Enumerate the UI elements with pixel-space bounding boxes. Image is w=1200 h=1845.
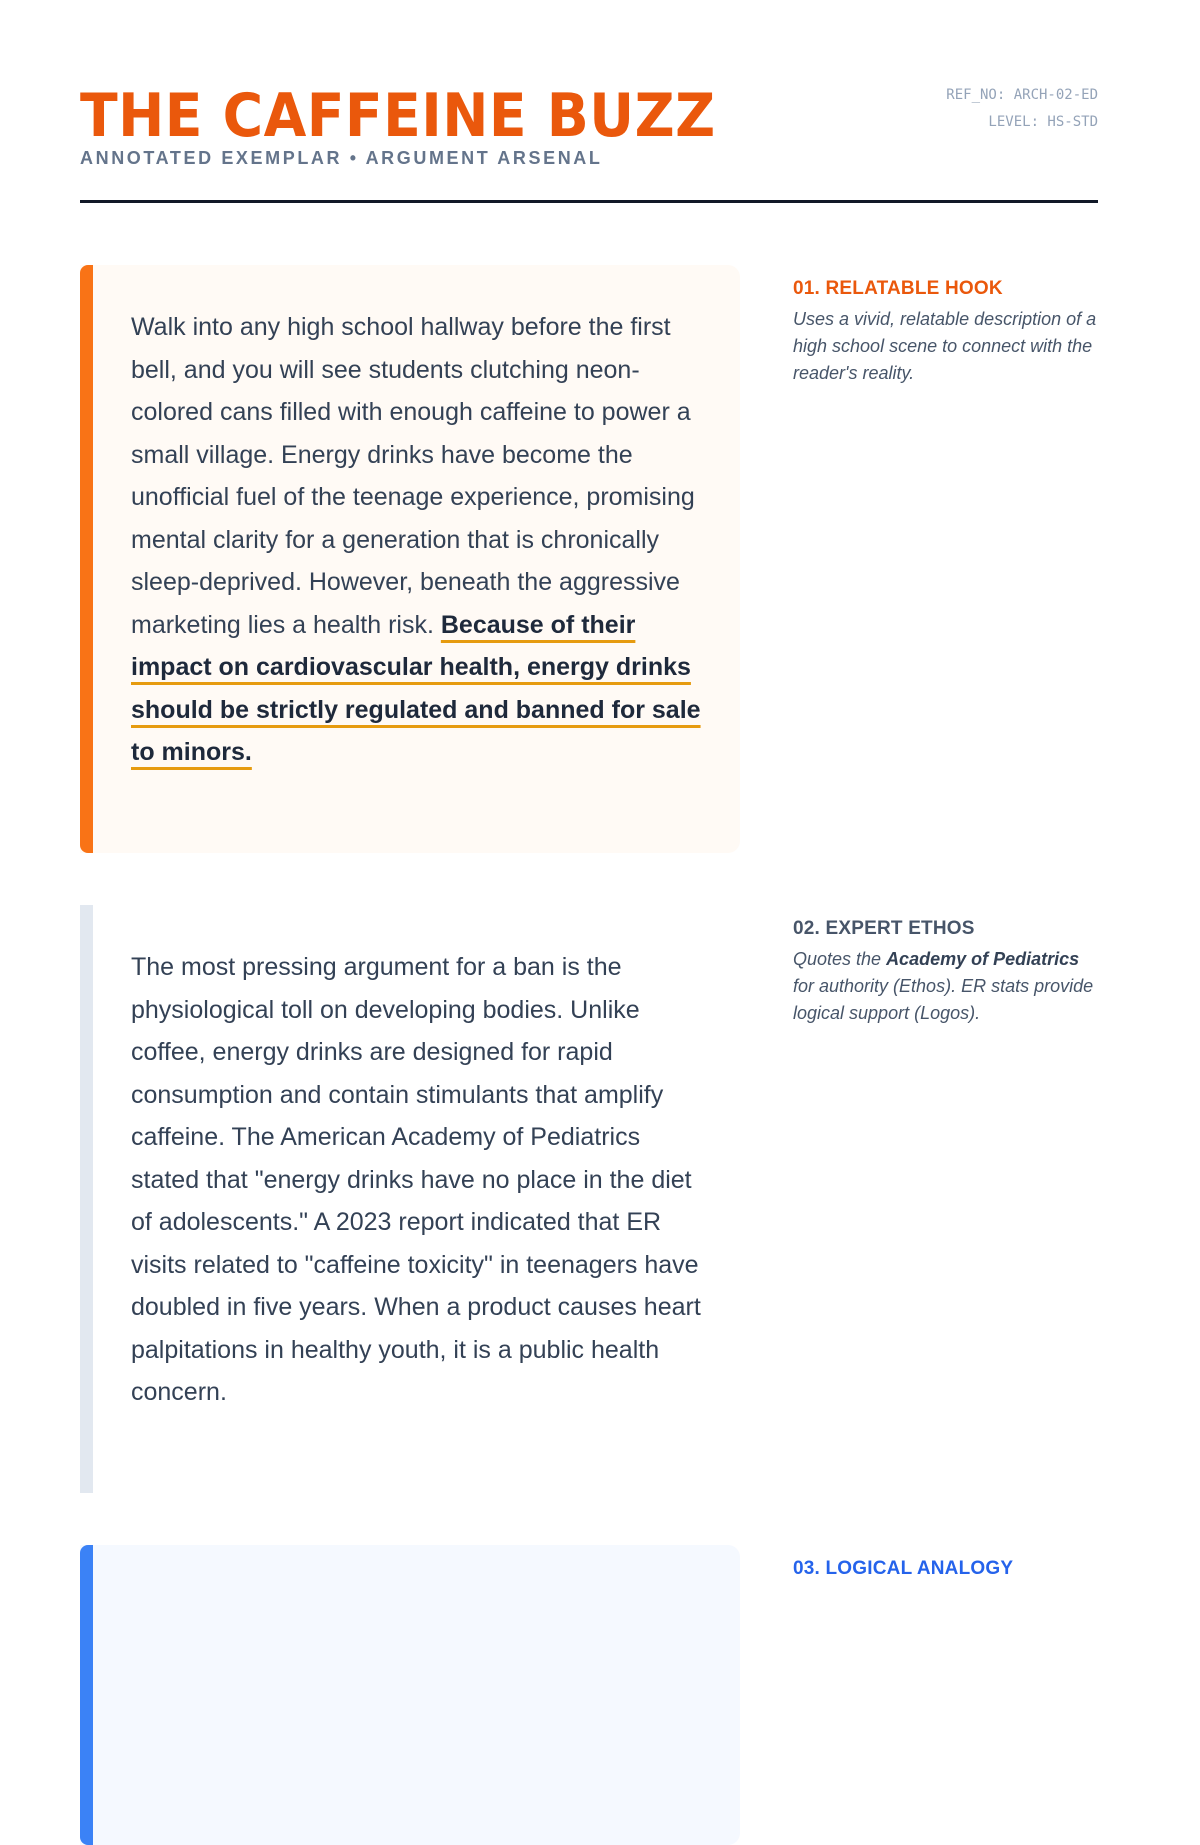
annotation-body bbox=[793, 946, 1103, 1027]
page-subtitle: ANNOTATED EXEMPLAR • ARGUMENT ARSENAL bbox=[80, 148, 603, 168]
annotation-hook bbox=[793, 278, 1103, 387]
section-hook bbox=[80, 265, 740, 853]
page-header bbox=[80, 80, 1098, 203]
section-accent-bar bbox=[80, 265, 93, 853]
paragraph-text: Walk into any high school hallway before the first bell, and you will see students clutching neon-colored cans filled with enough caffeine to power a small village. Energy drinks have become the unofficial fuel of the teenage experience, promising mental clarity for a generation that is chronically sleep-deprived. However, beneath the aggressive marketing lies a health risk. bbox=[131, 313, 695, 639]
section-ethos bbox=[80, 905, 740, 1493]
section-analogy bbox=[80, 1545, 740, 1845]
section-paragraph bbox=[131, 306, 711, 774]
annotation-analogy bbox=[793, 1558, 1103, 1580]
annotation-title: 03. LOGICAL ANALOGY bbox=[793, 1558, 1014, 1579]
section-accent-bar bbox=[80, 1545, 93, 1845]
section-accent-bar bbox=[80, 905, 93, 1493]
section-paragraph: The most pressing argument for a ban is the physiological toll on developing bodies. Unlike coffee, energy drinks are designed for rapid consumption and contain stimulants that amplify caffeine. The American Academy of Pediatrics stated that "energy drinks have no place in the diet of adolescents." A 2023 report indicated that ER visits related to "caffeine toxicity" in teenagers have doubled in five years. When a product causes heart palpitations in healthy youth, it is a public health concern. bbox=[131, 953, 701, 1406]
annotation-ethos bbox=[793, 918, 1103, 1027]
annotation-title: 02. EXPERT ETHOS bbox=[793, 918, 975, 939]
level: LEVEL: HS-STD bbox=[988, 114, 1098, 130]
annotation-body: Uses a vivid, relatable description of a high school scene to connect with the reader's reality. bbox=[793, 309, 1097, 383]
annotation-text: Quotes the bbox=[793, 949, 887, 969]
page-title: THE CAFFEINE BUZZ bbox=[80, 81, 716, 151]
annotation-emphasis: Academy of Pediatrics bbox=[886, 949, 1080, 969]
thesis-statement: Because of their impact on cardiovascular health, energy drinks should be strictly regulated and banned for sale to minors. bbox=[131, 610, 701, 766]
document-meta bbox=[946, 82, 1098, 136]
ref-number: REF_NO: ARCH-02-ED bbox=[946, 87, 1098, 103]
annotation-title: 01. RELATABLE HOOK bbox=[793, 278, 1003, 299]
annotation-text: for authority (Ethos). ER stats provide logical support (Logos). bbox=[793, 976, 1094, 1023]
